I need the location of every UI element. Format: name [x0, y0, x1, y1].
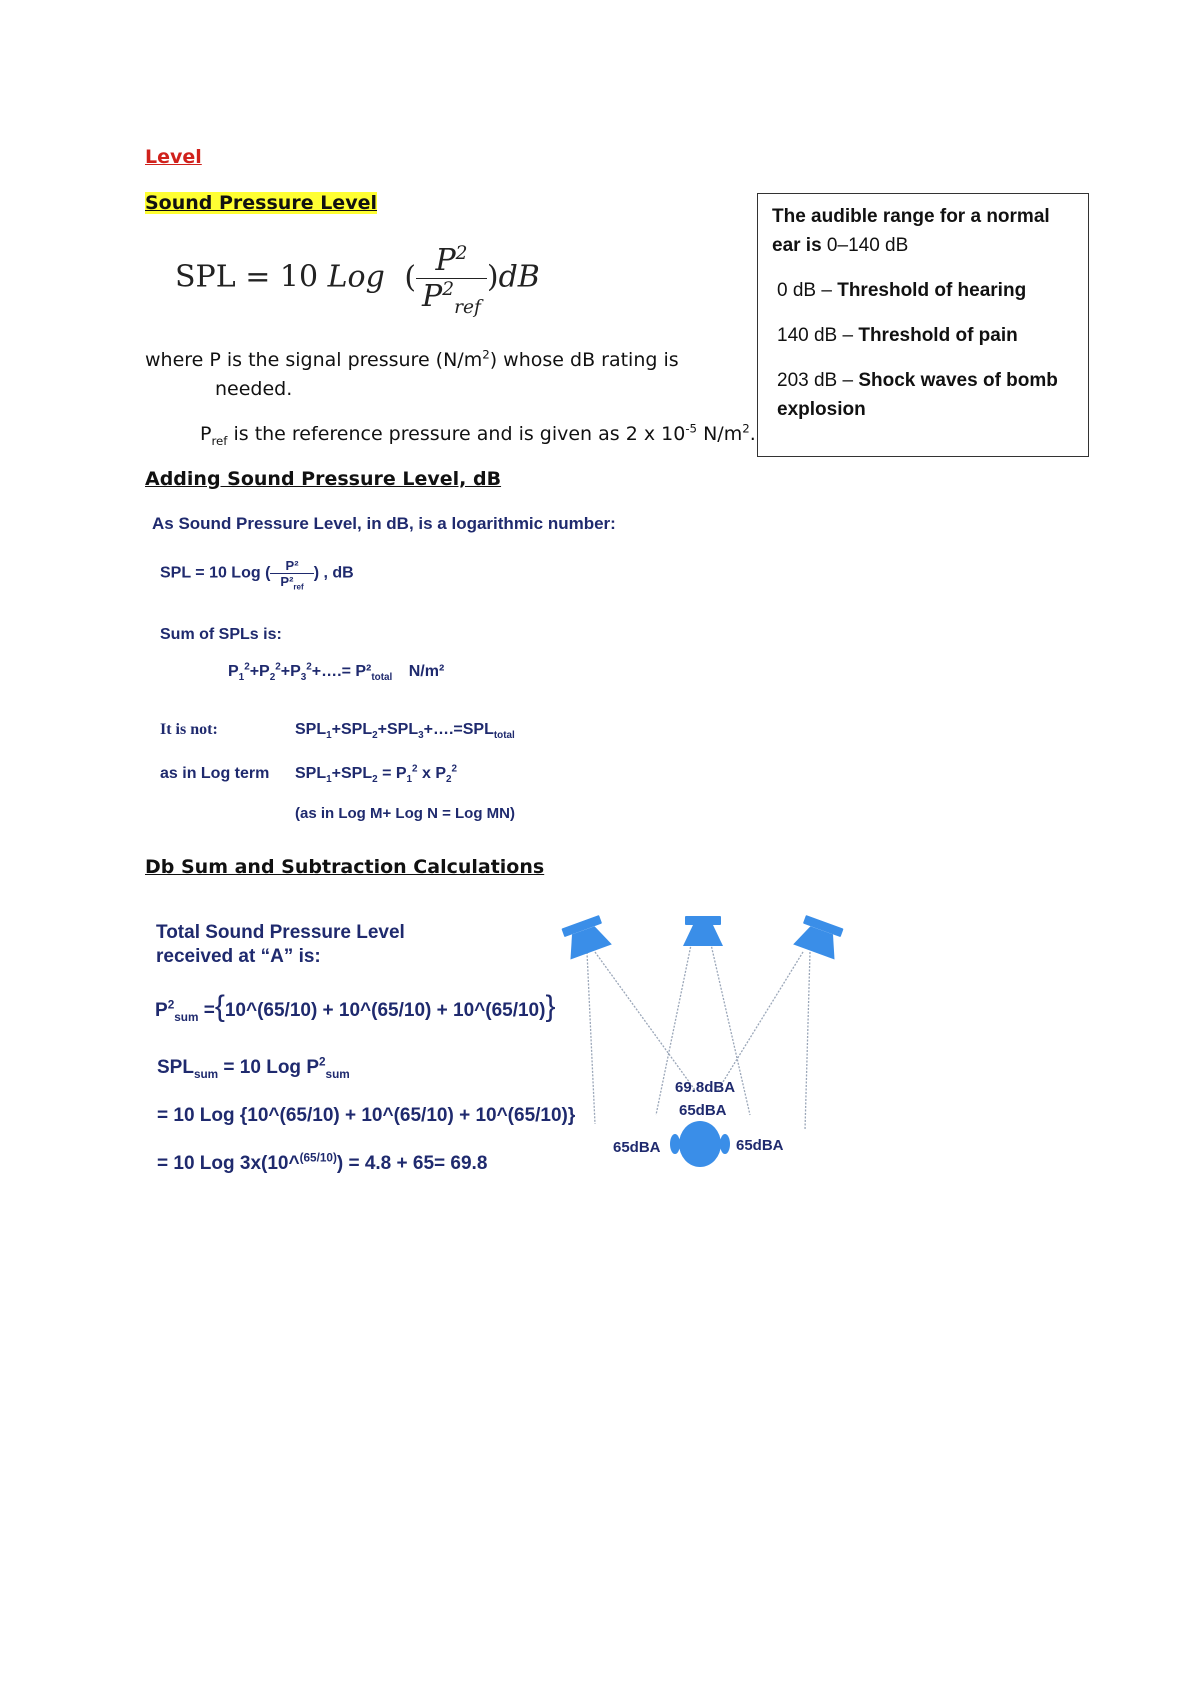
definition-p [145, 346, 745, 404]
spl-formula-fraction [416, 243, 487, 318]
threshold-pain: 140 dB – Threshold of pain [777, 325, 1018, 346]
spl-num-sup: 2 [455, 243, 468, 264]
definition-p-text: where P is the signal pressure (N/m [145, 349, 483, 371]
spl-formula-lhs: SPL = 10 [175, 259, 319, 295]
definition-p-text-2: ) whose dB rating is [489, 349, 679, 371]
definition-p-continuation: needed. [215, 378, 293, 400]
spl-formula-log: Log [327, 259, 385, 295]
heading-db-sum: Db Sum and Subtraction Calculations [145, 856, 545, 878]
adding-frac-den-sub: ref [293, 582, 304, 592]
spl-formula-close: ) [486, 259, 499, 295]
label-total: 69.8dBA [675, 1079, 736, 1096]
calc-title-line1: Total Sound Pressure Level [156, 922, 405, 943]
ray-left-outer [587, 952, 595, 1124]
psum-formula: $P^2_{sum}$ ={10^(65/10) + 10^(65/10) + 10^(65/10)} [155, 990, 556, 1024]
speaker-center-icon [683, 916, 723, 946]
pref-exponent: -5 [685, 421, 698, 436]
pref-text: is the reference pressure and is given as 2 x 10 [227, 423, 686, 445]
audible-range-box [757, 193, 1089, 457]
calc-title [156, 921, 405, 969]
adding-frac-num: P² [285, 558, 299, 573]
log-note: (as in Log M+ Log N = Log MN) [295, 805, 515, 822]
shock-waves: 203 dB – Shock waves of bomb explosion [777, 370, 1058, 420]
heading-adding-spl: Adding Sound Pressure Level, dB [145, 468, 502, 490]
pref-unit: N/m [697, 423, 743, 445]
adding-spl-rhs: ) , dB [313, 564, 354, 582]
pref-sub: ref [211, 433, 228, 448]
calc-line3: = 10 Log {10^(65/10) + 10^(65/10) + 10^(65/10)} [157, 1105, 576, 1126]
speaker-diagram [560, 900, 860, 1180]
sum-label: Sum of SPLs is: [160, 626, 282, 643]
not-formula: $SPL_1+SPL_2+SPL_3+\dots.=SPL_{total}$ [295, 721, 515, 742]
spl-formula-unit: dB [498, 259, 540, 295]
threshold-hearing: 0 dB – Threshold of hearing [777, 280, 1027, 301]
ray-right-inner [718, 952, 803, 1090]
audible-range-intro: The audible range for a normal ear is 0–140 dB [772, 206, 1050, 256]
spl-formula [175, 243, 540, 318]
adding-spl-lhs: SPL = 10 Log ( [160, 564, 271, 582]
speaker-left-icon [560, 914, 612, 959]
spl-num: P [435, 243, 456, 278]
pref-period: . [749, 423, 756, 445]
adding-spl-fraction [270, 558, 313, 592]
adding-intro: As Sound Pressure Level, in dB, is a logarithmic number: [152, 514, 616, 533]
ray-left-inner [595, 952, 695, 1090]
spl-den: P [422, 279, 443, 314]
log-term-label: as in Log term [160, 765, 270, 782]
log-term-formula: $SPL_1+SPL_2 = P_1^2$ x $P_2^2$ [295, 763, 458, 786]
sum-formula: $P_1^2+P_2^2+P_3^2+\dots.= P^2_{total}$ N/m² [228, 661, 445, 684]
spl-formula-open: ( [404, 259, 417, 295]
speaker-right-icon [793, 914, 845, 959]
label-center: 65dBA [679, 1102, 727, 1119]
ray-right-outer [805, 952, 810, 1130]
not-label: It is not: [160, 721, 218, 738]
adding-frac-den: P² [280, 574, 294, 589]
pref-unit-sup: 2 [742, 421, 750, 436]
pref-symbol: P [200, 423, 212, 445]
spl-den-sup: 2 [442, 279, 455, 300]
splsum-formula: $SPL_{sum} = 10$ Log $P^2_{sum}$ [157, 1055, 350, 1081]
heading-level: Level [145, 146, 202, 168]
label-right: 65dBA [736, 1137, 784, 1154]
adding-spl-formula [160, 558, 354, 592]
calc-line4: = 10 Log 3x(10^$^{(65/10)}$) = 4.8 + 65= 69.8 [157, 1151, 488, 1174]
spl-den-sub: ref [454, 297, 481, 318]
heading-sound-pressure-level: Sound Pressure Level [145, 192, 377, 214]
definition-p-sup: 2 [482, 347, 490, 362]
definition-pref [200, 420, 756, 449]
calc-title-line2: received at “A” is: [156, 946, 321, 967]
listener-head-icon [670, 1121, 730, 1167]
label-left: 65dBA [613, 1139, 661, 1156]
